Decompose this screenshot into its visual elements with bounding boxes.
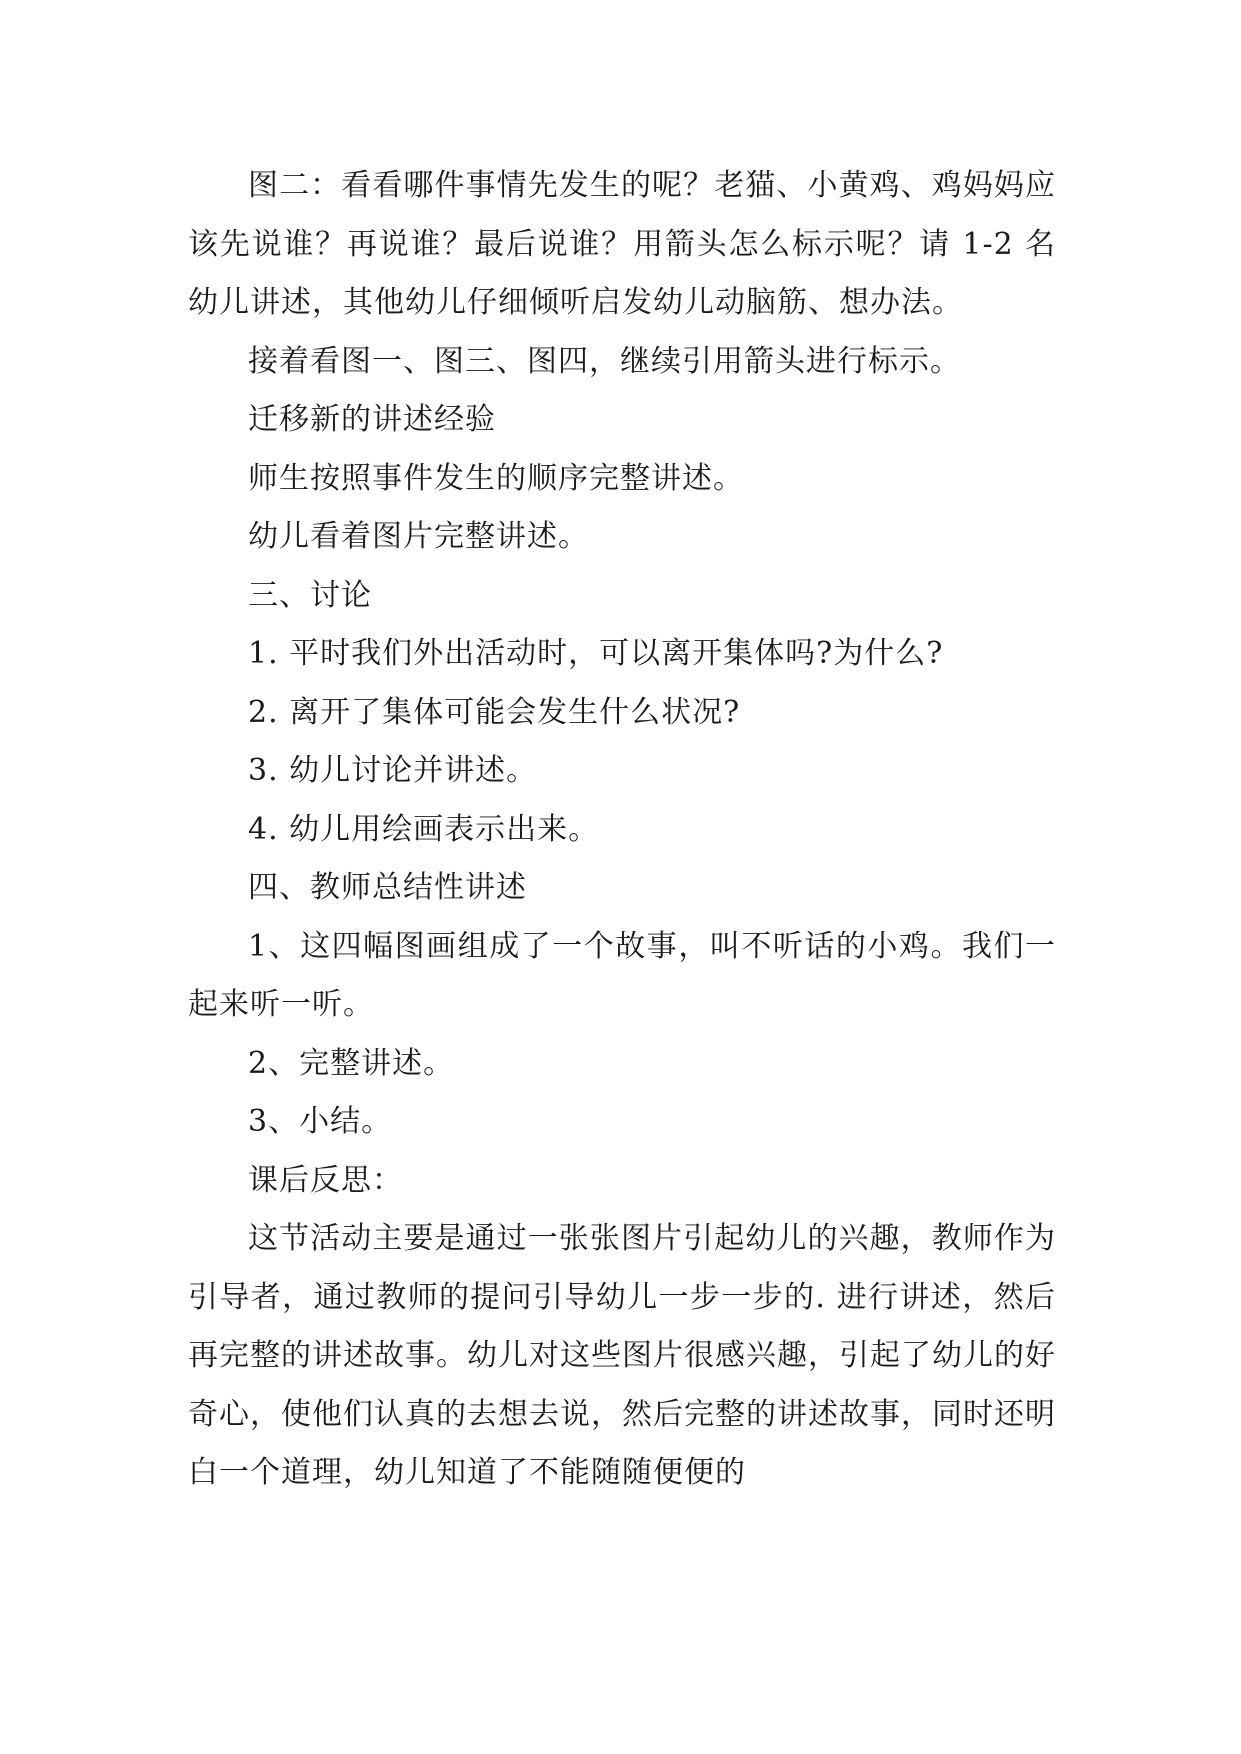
paragraph-figure-two-questions: 图二：看看哪件事情先发生的呢？老猫、小黄鸡、鸡妈妈应该先说谁？再说谁？最后说谁？用箭头怎么标示呢？请 1-2 名幼儿讲述，其他幼儿仔细倾听启发幼儿动脑筋、想办法。: [188, 168, 1056, 320]
list-item-discussion-3: 3. 幼儿讨论并讲述。: [248, 753, 538, 788]
list-item-summary-1: 1、这四幅图画组成了一个故事，叫不听话的小鸡。我们一起来听一听。: [188, 928, 1056, 1022]
list-item-discussion-1: 1. 平时我们外出活动时，可以离开集体吗?为什么?: [248, 636, 944, 671]
list-item-summary-2: 2、完整讲述。: [248, 1045, 455, 1081]
paragraph-children-narration: 幼儿看着图片完整讲述。: [248, 519, 589, 554]
list-item-discussion-2: 2. 离开了集体可能会发生什么状况?: [248, 694, 741, 730]
paragraph-reflection-body: 这节活动主要是通过一张张图片引起幼儿的兴趣，教师作为引导者，通过教师的提问引导幼儿一步一步的. 进行讲述，然后再完整的讲述故事。幼儿对这些图片很感兴趣，引起了幼儿的好奇心，使他们认真的去想去说，然后完整的讲述故事，同时还明白一个道理，幼儿知道了不能随随便便的: [188, 1221, 1056, 1490]
section-heading-teacher-summary: 四、教师总结性讲述: [248, 870, 527, 905]
paragraph-continue-figures: 接着看图一、图三、图四，继续引用箭头进行标示。: [248, 343, 961, 379]
section-heading-discussion: 三、讨论: [248, 577, 372, 613]
list-item-summary-3: 3、小结。: [248, 1104, 393, 1139]
section-heading-reflection: 课后反思：: [248, 1162, 403, 1198]
list-item-discussion-4: 4. 幼儿用绘画表示出来。: [248, 811, 600, 847]
paragraph-transfer-experience: 迁移新的讲述经验: [248, 402, 496, 437]
paragraph-teacher-student-narration: 师生按照事件发生的顺序完整讲述。: [248, 460, 744, 496]
document-page: [188, 157, 1056, 1503]
